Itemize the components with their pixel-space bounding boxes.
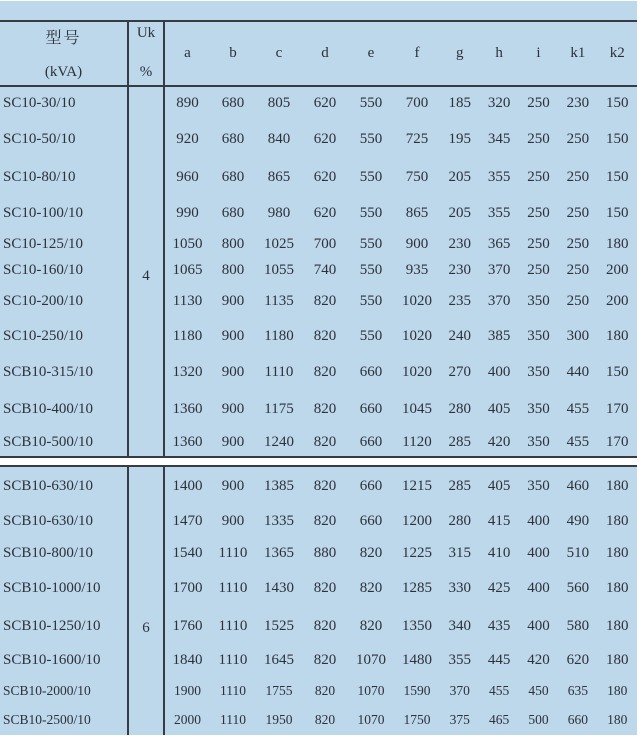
top-band	[0, 1, 637, 22]
dim-value-cell: 370	[449, 682, 470, 698]
dim-value-cell: 740	[313, 262, 337, 278]
dim-value-cell: 1285	[402, 579, 432, 596]
dim-value-cell: 660	[359, 477, 383, 494]
dim-value-cell: 180	[606, 328, 629, 344]
dim-value-cell: 960	[176, 168, 199, 185]
dim-value-cell: 700	[313, 235, 337, 252]
col-header-e: e	[367, 45, 375, 61]
dim-value-cell: 150	[606, 364, 629, 380]
dim-value-cell: 170	[606, 433, 629, 450]
dim-value-cell: 1050	[172, 235, 203, 252]
dim-value-cell: 550	[359, 235, 383, 252]
dim-value-cell: 840	[267, 130, 291, 147]
dim-value-cell: 900	[221, 293, 245, 309]
dim-value-cell: 680	[221, 95, 245, 111]
dim-value-cell: 1020	[402, 364, 432, 380]
dim-value-cell: 455	[566, 433, 590, 450]
dim-value-cell: 1070	[356, 652, 386, 668]
dim-value-cell: 800	[221, 235, 245, 252]
dim-value-cell: 340	[448, 617, 471, 634]
dim-value-cell: 250	[566, 205, 590, 221]
dim-value-cell: 1110	[218, 617, 248, 634]
dim-value-cell: 350	[527, 293, 550, 309]
table-row	[0, 391, 637, 428]
dim-value-cell: 1760	[172, 617, 203, 634]
dim-value-cell: 550	[359, 130, 383, 147]
dim-value-cell: 415	[487, 512, 511, 529]
table-row	[0, 354, 637, 391]
dim-value-cell: 1470	[172, 512, 203, 529]
dim-value-cell: 550	[359, 262, 383, 278]
dim-value-cell: 385	[487, 328, 511, 344]
dim-value-cell: 920	[176, 130, 199, 147]
dim-value-cell: 1755	[265, 682, 293, 698]
dim-value-cell: 180	[607, 712, 628, 727]
dim-value-cell: 820	[359, 617, 383, 634]
model-cell: SCB10-400/10	[3, 401, 94, 417]
dim-value-cell: 195	[448, 130, 471, 147]
dim-value-cell: 820	[359, 544, 383, 561]
model-cell: SC10-125/10	[3, 235, 84, 252]
dim-value-cell: 150	[606, 95, 629, 111]
dim-value-cell: 1700	[172, 579, 203, 596]
dim-value-cell: 500	[528, 712, 549, 727]
dim-value-cell: 820	[313, 617, 337, 634]
model-cell: SC10-80/10	[3, 168, 76, 185]
model-cell: SCB10-2000/10	[3, 682, 91, 698]
table-row	[0, 466, 637, 505]
dim-value-cell: 355	[487, 168, 511, 185]
table-row	[0, 86, 637, 120]
dim-value-cell: 180	[606, 235, 629, 252]
dim-value-cell: 230	[448, 235, 471, 252]
col-header-c: c	[275, 45, 283, 61]
col-header-k1: k1	[570, 45, 586, 61]
uk-header-unit: %	[139, 63, 153, 80]
dim-value-cell: 1130	[172, 293, 203, 309]
dim-value-cell: 750	[405, 168, 429, 185]
dim-value-cell: 200	[606, 262, 629, 278]
dim-value-cell: 1110	[218, 544, 248, 561]
dim-value-cell: 1025	[264, 235, 294, 252]
uk-value-cell	[128, 86, 164, 457]
table-row	[0, 231, 637, 257]
table-row	[0, 428, 637, 457]
col-header-g: g	[455, 45, 464, 61]
dim-value-cell: 1385	[264, 477, 294, 494]
dim-value-cell: 1070	[357, 682, 385, 698]
dim-value-cell: 990	[176, 205, 199, 221]
dim-value-cell: 865	[405, 205, 429, 221]
table-row	[0, 284, 637, 319]
dim-value-cell: 1055	[264, 262, 294, 278]
dim-value-cell: 900	[221, 364, 245, 380]
dim-value-cell: 865	[267, 168, 291, 185]
dim-value-cell: 620	[313, 205, 337, 221]
dim-value-cell: 1065	[172, 262, 203, 278]
dim-value-cell: 180	[606, 579, 629, 596]
model-cell: SC10-100/10	[3, 205, 84, 221]
model-cell: SCB10-1600/10	[3, 652, 101, 668]
dim-value-cell: 285	[448, 477, 471, 494]
uk-value: 4	[142, 268, 150, 284]
dim-value-cell: 900	[221, 433, 245, 450]
dim-value-cell: 450	[528, 682, 549, 698]
dim-value-cell: 400	[527, 544, 550, 561]
dim-value-cell: 900	[221, 512, 245, 529]
dim-value-cell: 550	[359, 328, 383, 344]
table-row	[0, 257, 637, 284]
dim-value-cell: 350	[527, 433, 550, 450]
col-header-k2: k2	[609, 45, 625, 61]
dim-value-cell: 510	[566, 544, 590, 561]
model-cell: SC10-50/10	[3, 130, 76, 147]
dim-value-cell: 420	[487, 433, 511, 450]
dim-value-cell: 1645	[264, 652, 294, 668]
model-cell: SCB10-500/10	[3, 433, 94, 450]
model-cell: SCB10-1000/10	[3, 579, 101, 596]
dim-value-cell: 235	[448, 293, 471, 309]
dim-value-cell: 1110	[264, 364, 294, 380]
dim-value-cell: 900	[221, 401, 245, 417]
dim-value-cell: 400	[527, 617, 550, 634]
dim-value-cell: 935	[405, 262, 429, 278]
dim-value-cell: 350	[527, 477, 550, 494]
dim-value-cell: 250	[566, 235, 590, 252]
dim-value-cell: 1360	[172, 401, 203, 417]
spec-table-panel	[0, 1, 637, 735]
dim-value-cell: 700	[405, 95, 429, 111]
spec-table-lower	[0, 465, 637, 735]
table-row	[0, 537, 637, 569]
dim-value-cell: 550	[359, 95, 383, 111]
dim-value-cell: 315	[448, 544, 471, 561]
dim-value-cell: 150	[606, 205, 629, 221]
dim-value-cell: 820	[314, 682, 336, 698]
table-row	[0, 645, 637, 676]
dim-value-cell: 1135	[264, 293, 294, 309]
dim-value-cell: 1840	[172, 652, 203, 668]
dim-value-cell: 285	[448, 433, 471, 450]
table-row	[0, 607, 637, 645]
dim-value-cell: 620	[566, 652, 590, 668]
dim-value-cell: 1400	[172, 477, 203, 494]
dim-value-cell: 660	[359, 433, 383, 450]
col-header-b: b	[229, 45, 237, 61]
dim-value-cell: 980	[267, 205, 291, 221]
dim-value-cell: 355	[487, 205, 511, 221]
dim-value-cell: 370	[487, 262, 511, 278]
dim-value-cell: 250	[566, 130, 590, 147]
dim-value-cell: 1360	[172, 433, 203, 450]
dim-value-cell: 1120	[402, 433, 432, 450]
dim-value-cell: 900	[221, 477, 245, 494]
dim-value-cell: 455	[488, 682, 510, 698]
dim-value-cell: 880	[313, 544, 337, 561]
dim-value-cell: 365	[487, 235, 511, 252]
dim-value-cell: 1540	[172, 544, 203, 561]
dim-value-cell: 820	[313, 401, 337, 417]
dim-value-cell: 1335	[264, 512, 294, 529]
dim-value-cell: 1180	[172, 328, 203, 344]
dim-value-cell: 180	[606, 544, 629, 561]
dim-value-cell: 800	[221, 262, 245, 278]
dim-value-cell: 1110	[220, 712, 246, 727]
dim-value-cell: 490	[566, 512, 590, 529]
dim-value-cell: 820	[313, 293, 337, 309]
table-header	[0, 22, 637, 86]
dim-value-cell: 1365	[264, 544, 294, 561]
col-header-d: d	[321, 45, 329, 61]
dim-value-cell: 205	[448, 205, 471, 221]
dim-value-cell: 1020	[402, 328, 432, 344]
dim-value-cell: 900	[221, 328, 245, 344]
dim-value-cell: 1240	[264, 433, 294, 450]
dim-value-cell: 1525	[264, 617, 294, 634]
dim-value-cell: 820	[313, 477, 337, 494]
dim-value-cell: 150	[606, 130, 629, 147]
dim-value-cell: 805	[267, 95, 291, 111]
dim-value-cell: 1200	[402, 512, 432, 529]
col-header-h: h	[495, 45, 503, 61]
dim-value-cell: 820	[313, 512, 337, 529]
dim-value-cell: 200	[606, 293, 629, 309]
dim-value-cell: 1215	[402, 477, 432, 494]
table-row	[0, 505, 637, 537]
model-header-unit: (kVA)	[44, 63, 83, 80]
dim-value-cell: 250	[566, 262, 590, 278]
dim-value-cell: 890	[176, 95, 199, 111]
dim-value-cell: 230	[448, 262, 471, 278]
dim-value-cell: 250	[527, 95, 550, 111]
dim-value-cell: 465	[488, 712, 510, 727]
dim-value-cell: 180	[606, 617, 629, 634]
dim-value-cell: 455	[566, 401, 590, 417]
dim-value-cell: 445	[487, 652, 511, 668]
dim-value-cell: 1020	[402, 293, 432, 309]
spec-table-upper	[0, 22, 637, 458]
dim-value-cell: 350	[527, 328, 550, 344]
model-cell: SCB10-315/10	[3, 364, 94, 380]
dim-value-cell: 180	[606, 652, 629, 668]
model-cell: SCB10-2500/10	[3, 712, 91, 727]
uk-value: 6	[142, 619, 150, 636]
dim-value-cell: 820	[313, 328, 337, 344]
dim-value-cell: 250	[566, 168, 590, 185]
model-cell: SC10-250/10	[3, 328, 84, 344]
dim-value-cell: 350	[527, 401, 550, 417]
dim-value-cell: 660	[359, 512, 383, 529]
dim-value-cell: 400	[487, 364, 511, 380]
dim-value-cell: 320	[487, 95, 511, 111]
dim-value-cell: 820	[313, 364, 337, 380]
dim-value-cell: 1070	[357, 712, 385, 727]
dim-value-cell: 420	[527, 652, 550, 668]
dim-value-cell: 620	[313, 168, 337, 185]
dim-value-cell: 400	[527, 579, 550, 596]
uk-value-cell	[128, 466, 164, 735]
table-gap	[0, 458, 637, 465]
dim-value-cell: 1110	[220, 682, 246, 698]
dim-value-cell: 1750	[403, 712, 431, 727]
dim-value-cell: 1175	[264, 401, 294, 417]
dim-value-cell: 230	[566, 95, 590, 111]
model-cell: SC10-160/10	[3, 262, 84, 278]
dim-value-cell: 820	[359, 579, 383, 596]
dim-value-cell: 410	[487, 544, 511, 561]
dim-value-cell: 680	[221, 130, 245, 147]
dim-value-cell: 1180	[264, 328, 294, 344]
header-row	[0, 22, 637, 86]
table-row	[0, 676, 637, 705]
col-header-i: i	[536, 45, 541, 61]
dim-value-cell: 405	[487, 401, 511, 417]
dim-value-cell: 250	[527, 235, 550, 252]
model-cell: SCB10-630/10	[3, 512, 94, 529]
dim-value-cell: 400	[527, 512, 550, 529]
col-header-f: f	[414, 45, 420, 61]
dim-value-cell: 370	[487, 293, 511, 309]
dim-value-cell: 1350	[402, 617, 432, 634]
dim-value-cell: 820	[314, 712, 336, 727]
dim-value-cell: 1110	[218, 579, 248, 596]
dim-value-cell: 820	[313, 652, 337, 668]
dim-value-cell: 170	[606, 401, 629, 417]
dim-value-cell: 250	[527, 130, 550, 147]
uk-header-label: Uk	[136, 24, 156, 41]
dim-value-cell: 620	[313, 130, 337, 147]
dim-value-cell: 435	[487, 617, 511, 634]
dim-value-cell: 270	[448, 364, 471, 380]
dim-value-cell: 1320	[172, 364, 203, 380]
dim-value-cell: 180	[606, 512, 629, 529]
dim-value-cell: 425	[487, 579, 511, 596]
dim-value-cell: 330	[448, 579, 471, 596]
dim-value-cell: 1480	[402, 652, 432, 668]
model-cell: SC10-30/10	[3, 95, 76, 111]
dim-value-cell: 300	[566, 328, 590, 344]
table-row	[0, 319, 637, 354]
table-row	[0, 158, 637, 196]
dim-value-cell: 250	[527, 168, 550, 185]
dim-value-cell: 1045	[402, 401, 432, 417]
dim-value-cell: 680	[221, 205, 245, 221]
dim-value-cell: 620	[313, 95, 337, 111]
model-cell: SCB10-1250/10	[3, 617, 101, 634]
dim-value-cell: 405	[487, 477, 511, 494]
dim-value-cell: 560	[566, 579, 590, 596]
dim-value-cell: 635	[567, 682, 588, 698]
dim-value-cell: 580	[566, 617, 590, 634]
dim-value-cell: 350	[527, 364, 550, 380]
table-row	[0, 705, 637, 735]
dim-value-cell: 550	[359, 205, 383, 221]
model-cell: SCB10-800/10	[3, 544, 94, 561]
model-header-title: 型号	[45, 29, 82, 47]
dim-value-cell: 1590	[403, 682, 431, 698]
dim-value-cell: 345	[487, 130, 511, 147]
dim-value-cell: 550	[359, 168, 383, 185]
dim-value-cell: 250	[566, 293, 590, 309]
model-cell: SC10-200/10	[3, 293, 84, 309]
col-header-uk	[128, 22, 164, 86]
dim-value-cell: 660	[359, 401, 383, 417]
dim-value-cell: 1430	[264, 579, 294, 596]
dim-value-cell: 440	[566, 364, 590, 380]
dim-value-cell: 820	[313, 433, 337, 450]
dim-value-cell: 250	[527, 262, 550, 278]
model-cell: SCB10-630/10	[3, 477, 94, 494]
dim-value-cell: 240	[448, 328, 471, 344]
dim-value-cell: 820	[313, 579, 337, 596]
dim-value-cell: 1950	[265, 712, 293, 727]
dim-value-cell: 1225	[402, 544, 432, 561]
dim-value-cell: 185	[448, 95, 471, 111]
dim-value-cell: 725	[405, 130, 429, 147]
dim-value-cell: 375	[449, 712, 470, 727]
dim-value-cell: 1900	[174, 682, 201, 698]
dim-value-cell: 250	[527, 205, 550, 221]
col-header-model	[0, 22, 128, 86]
dim-value-cell: 150	[606, 168, 629, 185]
dim-value-cell: 180	[606, 477, 629, 494]
dim-value-cell: 180	[607, 682, 628, 698]
dim-value-cell: 900	[405, 235, 429, 252]
table-row	[0, 120, 637, 158]
dim-value-cell: 2000	[174, 712, 201, 727]
dim-value-cell: 460	[566, 477, 590, 494]
dim-value-cell: 205	[448, 168, 471, 185]
col-header-a: a	[184, 45, 191, 61]
dim-value-cell: 280	[448, 401, 471, 417]
dim-value-cell: 660	[359, 364, 383, 380]
dim-value-cell: 355	[448, 652, 471, 668]
table-row	[0, 196, 637, 231]
dim-value-cell: 280	[448, 512, 471, 529]
dim-value-cell: 550	[359, 293, 383, 309]
dim-value-cell: 680	[221, 168, 245, 185]
dim-value-cell: 1110	[218, 652, 248, 668]
dim-value-cell: 660	[567, 712, 588, 727]
table-row	[0, 569, 637, 607]
